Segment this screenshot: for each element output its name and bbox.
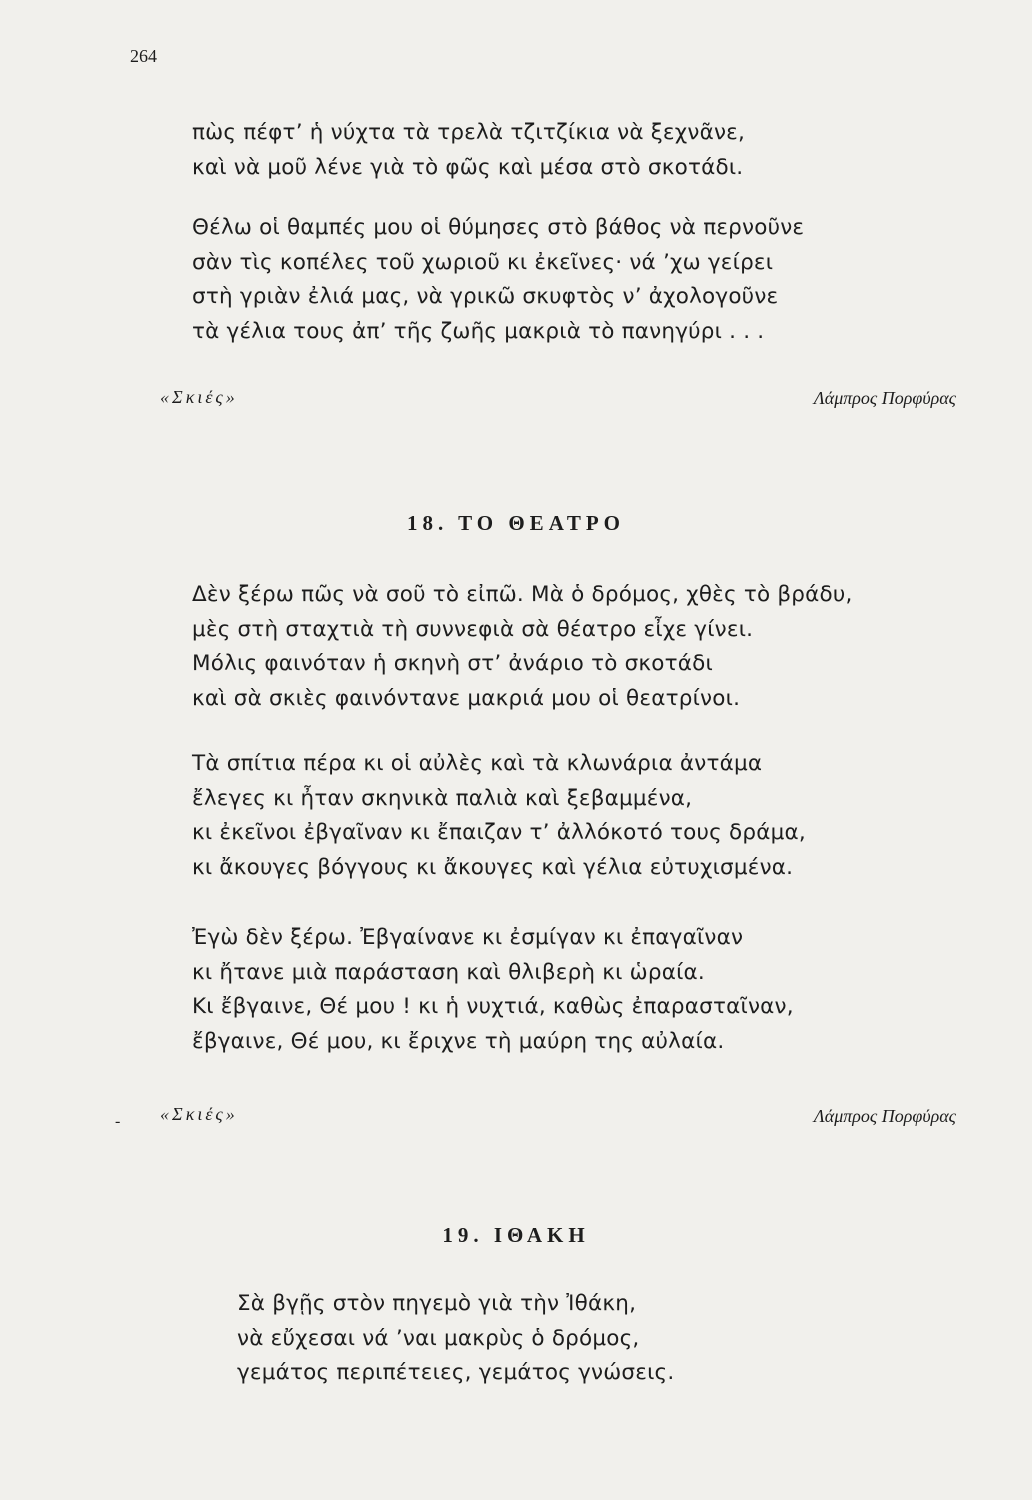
poem-line: τὰ γέλια τους ἀπ’ τῆς ζωῆς μακριὰ τὸ πανηγύρι . . .	[192, 318, 765, 344]
poem-line: Μόλις φαινόταν ἡ σκηνὴ στ’ ἀνάριο τὸ σκοτάδι	[192, 651, 713, 676]
poem2-heading: 18. ΤΟ ΘΕΑΤΡΟ	[407, 511, 625, 535]
poem2-author: Λάμπρος Πορφύρας	[813, 1106, 956, 1126]
poem1-author: Λάμπρος Πορφύρας	[813, 388, 956, 408]
poem-line: νὰ εὔχεσαι νά ’ναι μακρὺς ὁ δρόμος,	[237, 1325, 640, 1351]
poem-line: γεμάτος περιπέτειες, γεμάτος γνώσεις.	[237, 1360, 675, 1385]
poem2-stanza-a	[192, 578, 853, 716]
poem-line: ἔλεγες κι ἦταν σκηνικὰ παλιὰ καὶ ξεβαμμένα,	[192, 785, 693, 811]
poem-line: σὰν τὶς κοπέλες τοῦ χωριοῦ κι ἐκεῖνες· νά ’χω γείρει	[192, 249, 774, 275]
poem2-source: «Σκιές»	[160, 1104, 238, 1124]
poem-line: κι ἤτανε μιὰ παράσταση καὶ θλιβερὴ κι ὡραία.	[192, 959, 705, 985]
poem1-stanza-a	[192, 116, 745, 185]
poem-line: Θέλω οἱ θαμπές μου οἱ θύμησες στὸ βάθος νὰ περνοῦνε	[192, 215, 805, 240]
poem-line: Σὰ βγῇς στὸν πηγεμὸ γιὰ τὴν Ἰθάκη,	[237, 1291, 637, 1316]
poem-line: κι ἄκουγες βόγγους κι ἄκουγες καὶ γέλια εὐτυχισμένα.	[192, 854, 794, 880]
poem-line: Δὲν ξέρω πῶς νὰ σοῦ τὸ εἰπῶ. Μὰ ὁ δρόμος, χθὲς τὸ βράδυ,	[192, 582, 853, 607]
poem3-heading: 19. ΙΘΑΚΗ	[442, 1223, 590, 1247]
page-number: 264	[130, 46, 157, 66]
poem-line: καὶ σὰ σκιὲς φαινόντανε μακριά μου οἱ θεατρίνοι.	[192, 685, 741, 711]
poem2-stanza-b	[192, 747, 806, 885]
poem-line: μὲς στὴ σταχτιὰ τὴ συννεφιὰ σὰ θέατρο εἶχε γίνει.	[192, 616, 754, 642]
poem-line: Τὰ σπίτια πέρα κι οἱ αὐλὲς καὶ τὰ κλωνάρια ἀντάμα	[192, 751, 763, 776]
poem-line: πὼς πέφτ’ ἡ νύχτα τὰ τρελὰ τζιτζίκια νὰ ξεχνᾶνε,	[192, 120, 746, 145]
poem2-stanza-c	[192, 921, 794, 1059]
poem3-stanza-a	[237, 1287, 674, 1391]
poem-line: Κι ἔβγαινε, Θέ μου ! κι ἡ νυχτιά, καθὼς ἐπαρασταῖναν,	[192, 994, 794, 1019]
poem-line: στὴ γριὰν ἐλιά μας, νὰ γρικῶ σκυφτὸς ν’ ἀχολογοῦνε	[192, 284, 779, 309]
poem-line: Ἐγὼ δὲν ξέρω. Ἐβγαίνανε κι ἐσμίγαν κι ἐπαγαῖναν	[192, 925, 744, 950]
stray-dash-mark: ‐	[115, 1113, 121, 1130]
poem-line: ἔβγαινε, Θέ μου, κι ἔριχνε τὴ μαύρη της αὐλαία.	[192, 1028, 725, 1054]
poem1-stanza-b	[192, 211, 804, 349]
poem-line: καὶ νὰ μοῦ λένε γιὰ τὸ φῶς καὶ μέσα στὸ σκοτάδι.	[192, 154, 744, 180]
poem-line: κι ἐκεῖνοι ἐβγαῖναν κι ἔπαιζαν τ’ ἀλλόκοτό τους δράμα,	[192, 820, 806, 845]
poem1-source: «Σκιές»	[160, 387, 238, 407]
